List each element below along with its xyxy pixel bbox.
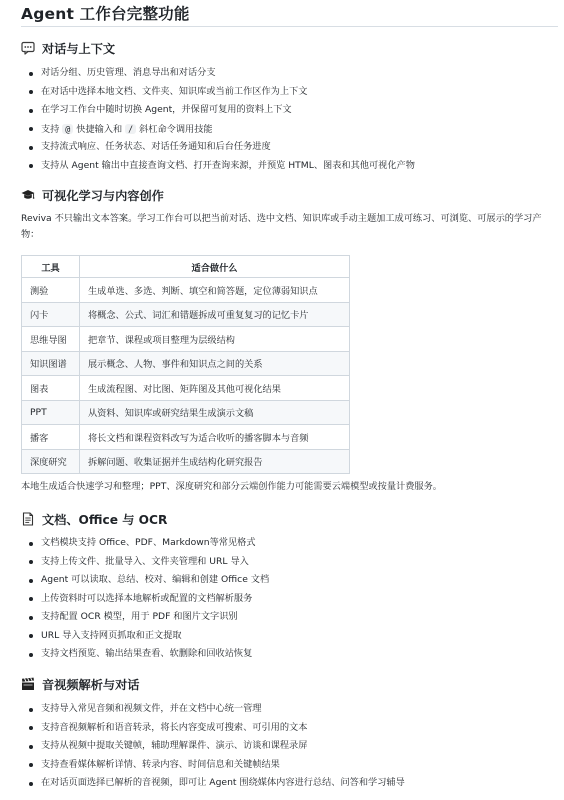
list-item: 上传资料时可以选择本地解析或配置的文档解析服务 xyxy=(26,590,269,609)
list-item: 支持配置 OCR 模型，用于 PDF 和图片文字识别 xyxy=(26,608,269,627)
clapperboard-icon xyxy=(21,677,35,691)
list-item: 在学习工作台中随时切换 Agent，并保留可复用的资料上下文 xyxy=(26,101,415,120)
section-heading-text: 音视频解析与对话 xyxy=(42,677,140,692)
table-cell-tool: 播客 xyxy=(22,425,80,450)
list-item: 支持上传文件、批量导入、文件夹管理和 URL 导入 xyxy=(26,553,269,572)
table-row xyxy=(22,278,350,303)
table-row xyxy=(22,376,350,401)
list-item: 对话分组、历史管理、消息导出和对话分支 xyxy=(26,64,415,83)
list-item: 支持从视频中提取关键帧，辅助理解课件、演示、访谈和课程录屏 xyxy=(26,737,405,756)
speech-bubble-icon xyxy=(21,41,35,55)
visual-intro-paragraph: Reviva 不只输出文本答案。学习工作台可以把当前对话、选中文档、知识库或手动主题加工成可练习、可浏览、可展示的学习产物： xyxy=(21,213,542,240)
tools-table xyxy=(21,255,350,474)
table-cell-tool: 思维导图 xyxy=(22,327,80,352)
item-text: 支持 xyxy=(41,123,60,135)
item-text: 斜杠命令调用技能 xyxy=(139,123,213,135)
table-cell-tool: 知识图谱 xyxy=(22,351,80,376)
table-cell-tool: 图表 xyxy=(22,376,80,401)
table-cell-usage: 将长文档和课程资料改写为适合收听的播客脚本与音频 xyxy=(80,425,350,450)
media-feature-list xyxy=(26,700,405,793)
table-row xyxy=(22,327,350,352)
section-heading-visual xyxy=(21,186,164,204)
table-cell-tool: PPT xyxy=(22,400,80,425)
section-heading-text: 可视化学习与内容创作 xyxy=(42,188,164,203)
list-item: 支持文档预览、输出结果查看、软删除和回收站恢复 xyxy=(26,645,269,664)
table-row xyxy=(22,351,350,376)
graduation-cap-icon xyxy=(21,188,35,202)
docs-feature-list xyxy=(26,534,269,664)
list-item: 在对话中选择本地文档、文件夹、知识库或当前工作区作为上下文 xyxy=(26,83,415,102)
section-heading-dialog xyxy=(21,39,115,57)
list-item: 支持流式响应、任务状态、对话任务通知和后台任务进度 xyxy=(26,138,415,157)
table-cell-usage: 拆解问题、收集证据并生成结构化研究报告 xyxy=(80,449,350,474)
slash-code: / xyxy=(125,124,136,134)
table-row xyxy=(22,449,350,474)
table-cell-usage: 生成流程图、对比图、矩阵图及其他可视化结果 xyxy=(80,376,350,401)
table-cell-usage: 展示概念、人物、事件和知识点之间的关系 xyxy=(80,351,350,376)
document-icon xyxy=(21,512,35,526)
table-row xyxy=(22,302,350,327)
table-cell-usage: 将概念、公式、词汇和错题拆成可重复复习的记忆卡片 xyxy=(80,302,350,327)
item-text: 快捷输入和 xyxy=(76,123,123,135)
page-title: Agent 工作台完整功能 xyxy=(21,5,190,23)
table-cell-usage: 从资料、知识库或研究结果生成演示文稿 xyxy=(80,400,350,425)
list-item: 支持音视频解析和语音转录，将长内容变成可搜索、可引用的文本 xyxy=(26,719,405,738)
visual-note-paragraph: 本地生成适合快速学习和整理；PPT、深度研究和部分云端创作能力可能需要云端模型或按量计费服务。 xyxy=(21,481,442,492)
list-item: URL 导入支持网页抓取和正文提取 xyxy=(26,627,269,646)
title-divider xyxy=(21,26,558,27)
table-cell-usage: 把章节、课程或项目整理为层级结构 xyxy=(80,327,350,352)
table-header-row xyxy=(22,256,350,278)
table-row xyxy=(22,400,350,425)
section-heading-docs xyxy=(21,510,167,528)
at-code: @ xyxy=(62,124,73,134)
column-header-usage: 适合做什么 xyxy=(80,256,350,278)
table-row xyxy=(22,425,350,450)
table-cell-tool: 测验 xyxy=(22,278,80,303)
section-heading-text: 文档、Office 与 OCR xyxy=(42,512,168,527)
list-item: 支持查看媒体解析详情、转录内容、时间信息和关键帧结果 xyxy=(26,756,405,775)
column-header-tool: 工具 xyxy=(22,256,80,278)
dialog-feature-list xyxy=(26,64,415,175)
table-cell-usage: 生成单选、多选、判断、填空和简答题，定位薄弱知识点 xyxy=(80,278,350,303)
list-item: 在对话页面选择已解析的音视频，即可让 Agent 围绕媒体内容进行总结、问答和学习辅导 xyxy=(26,774,405,793)
section-heading-text: 对话与上下文 xyxy=(42,41,116,56)
list-item: 支持导入常见音频和视频文件，并在文档中心统一管理 xyxy=(26,700,405,719)
list-item: 文档模块支持 Office、PDF、Markdown等常见格式 xyxy=(26,534,269,553)
table-cell-tool: 深度研究 xyxy=(22,449,80,474)
list-item: 支持从 Agent 输出中直接查询文档、打开查询来源，并预览 HTML、图表和其他可视化产物 xyxy=(26,157,415,176)
table-cell-tool: 闪卡 xyxy=(22,302,80,327)
list-item: Agent 可以读取、总结、校对、编辑和创建 Office 文档 xyxy=(26,571,269,590)
section-heading-media xyxy=(21,675,140,693)
list-item xyxy=(26,120,415,139)
